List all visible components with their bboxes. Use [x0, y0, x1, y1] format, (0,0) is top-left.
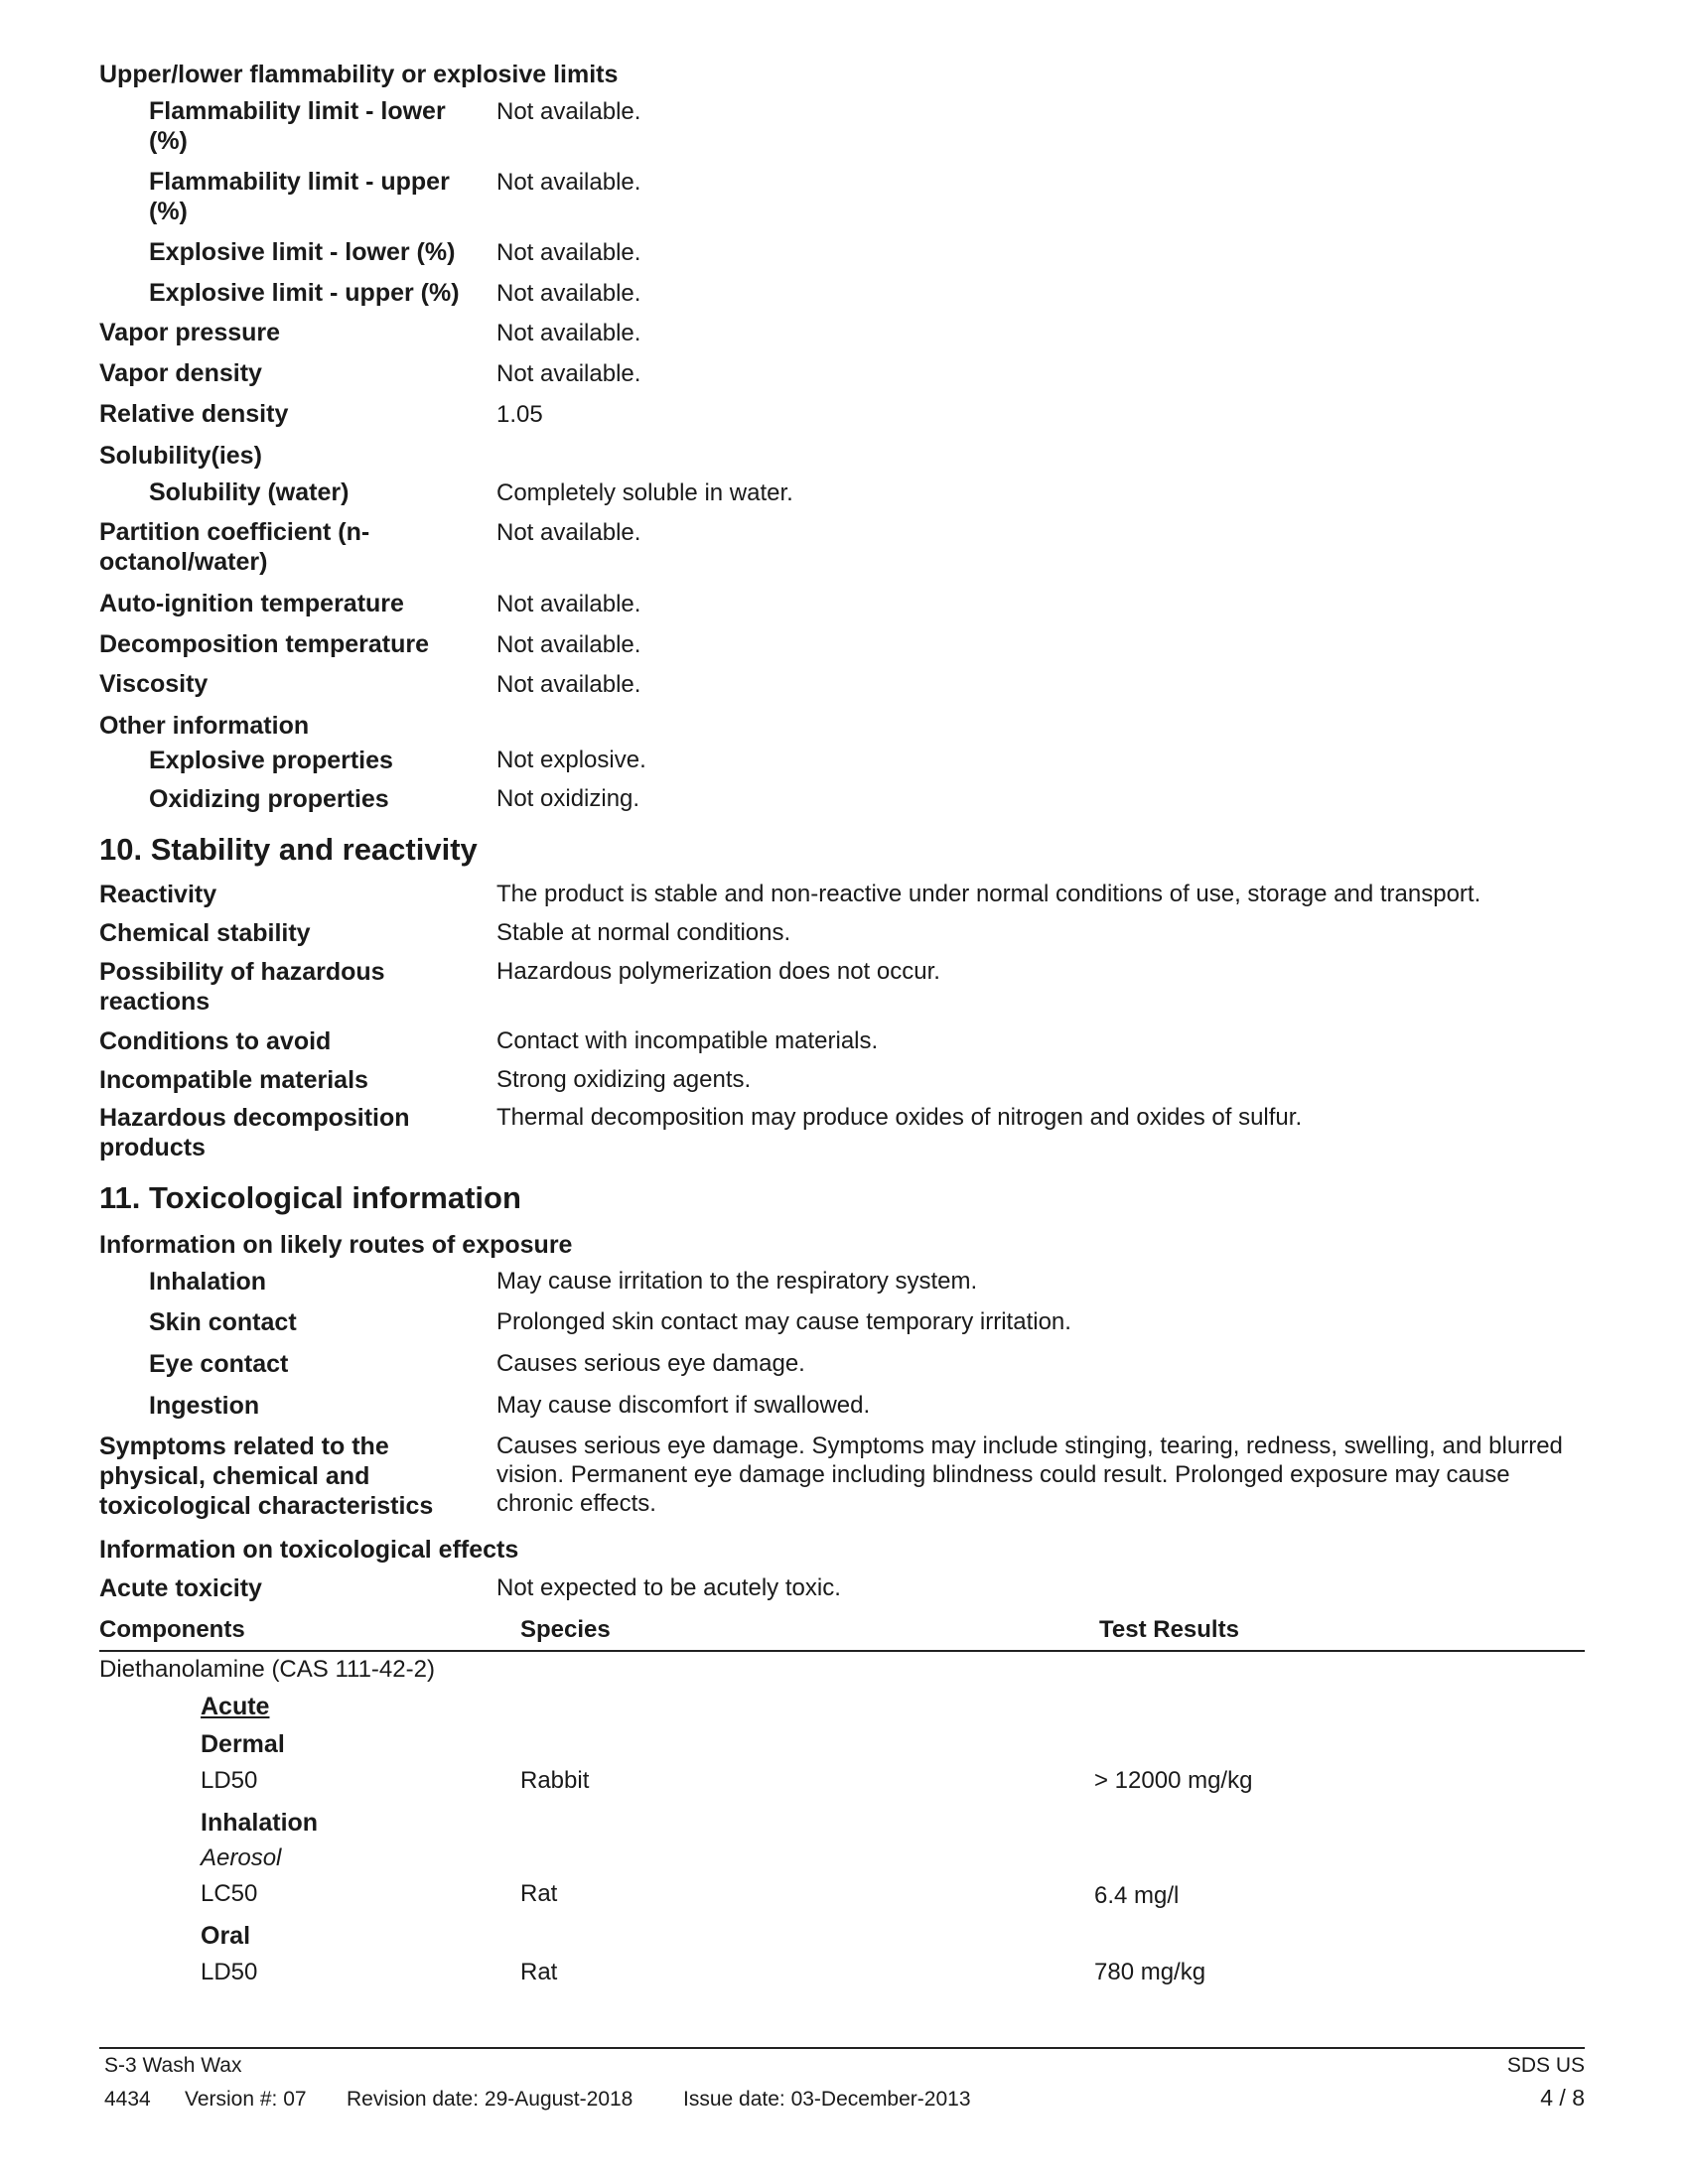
oral-test: LD50 — [201, 1959, 258, 1985]
autoignition-value: Not available. — [496, 591, 641, 617]
inhalation-species: Rat — [520, 1880, 558, 1907]
explosive-upper-label: Explosive limit - upper (%) — [149, 279, 460, 307]
footer-product-name: S-3 Wash Wax — [104, 2054, 242, 2077]
flammability-heading: Upper/lower flammability or explosive limits — [99, 61, 619, 88]
section-10-title: 10. Stability and reactivity — [99, 832, 478, 867]
acute-toxicity-label: Acute toxicity — [99, 1574, 262, 1602]
inhalation-value: May cause irritation to the respiratory system. — [496, 1268, 978, 1295]
table-header-components: Components — [99, 1616, 245, 1643]
other-information-label: Other information — [99, 712, 310, 740]
symptoms-label: Symptoms related to the physical, chemical and toxicological characteristics — [99, 1433, 434, 1520]
oral-subheading: Oral — [201, 1922, 251, 1950]
explosive-properties-value: Not explosive. — [496, 747, 646, 773]
footer-page-number: 4 / 8 — [1540, 2085, 1585, 2111]
footer-revision-date: Revision date: 29-August-2018 — [347, 2088, 633, 2111]
dermal-test: LD50 — [201, 1767, 258, 1794]
dermal-species: Rabbit — [520, 1767, 590, 1794]
vapor-density-value: Not available. — [496, 360, 641, 387]
symptoms-value: Causes serious eye damage. Symptoms may include stinging, tearing, redness, swelling, and blurred vision. Permanent eye damage including blindness could result. Prolonged exposure may cause chronic effects. — [496, 1433, 1563, 1517]
inhalation-subheading: Inhalation — [201, 1809, 319, 1837]
relative-density-value: 1.05 — [496, 401, 543, 428]
footer-version: Version #: 07 — [185, 2088, 307, 2111]
inhalation-label: Inhalation — [149, 1268, 267, 1296]
decomposition-temp-value: Not available. — [496, 631, 641, 658]
vapor-pressure-label: Vapor pressure — [99, 319, 281, 346]
autoignition-label: Auto-ignition temperature — [99, 590, 404, 617]
component-name: Diethanolamine (CAS 111-42-2) — [99, 1656, 435, 1683]
oral-result: 780 mg/kg — [1094, 1959, 1206, 1985]
vapor-density-label: Vapor density — [99, 359, 262, 387]
inhalation-result: 6.4 mg/l — [1094, 1882, 1180, 1909]
acute-toxicity-value: Not expected to be acutely toxic. — [496, 1574, 841, 1601]
chemical-stability-label: Chemical stability — [99, 919, 311, 947]
flammability-upper-value: Not available. — [496, 169, 641, 196]
footer-rule — [99, 2047, 1585, 2049]
flammability-lower-label: Flammability limit - lower (%) — [149, 97, 446, 155]
explosive-lower-value: Not available. — [496, 239, 641, 266]
dermal-subheading: Dermal — [201, 1730, 285, 1758]
oral-species: Rat — [520, 1959, 558, 1985]
table-header-rule — [99, 1650, 1585, 1652]
eye-contact-label: Eye contact — [149, 1350, 289, 1378]
toxicological-effects-heading: Information on toxicological effects — [99, 1536, 519, 1564]
skin-contact-value: Prolonged skin contact may cause temporary irritation. — [496, 1308, 1071, 1335]
explosive-upper-value: Not available. — [496, 280, 641, 307]
routes-of-exposure-heading: Information on likely routes of exposure — [99, 1231, 573, 1259]
inhalation-test: LC50 — [201, 1880, 258, 1907]
incompatible-materials-value: Strong oxidizing agents. — [496, 1066, 752, 1093]
footer-issue-date: Issue date: 03-December-2013 — [683, 2088, 971, 2111]
section-11-title: 11. Toxicological information — [99, 1180, 521, 1215]
decomposition-products-value: Thermal decomposition may produce oxides of nitrogen and oxides of sulfur. — [496, 1104, 1303, 1131]
flammability-upper-label: Flammability limit - upper (%) — [149, 168, 450, 225]
footer-sds-label: SDS US — [1506, 2054, 1585, 2077]
hazardous-reactions-label: Possibility of hazardous reactions — [99, 958, 385, 1016]
viscosity-label: Viscosity — [99, 670, 209, 698]
flammability-lower-value: Not available. — [496, 98, 641, 125]
table-header-test-results: Test Results — [1099, 1616, 1239, 1643]
hazardous-reactions-value: Hazardous polymerization does not occur. — [496, 958, 940, 985]
footer-doc-id: 4434 — [104, 2088, 151, 2111]
solubility-water-label: Solubility (water) — [149, 478, 350, 506]
reactivity-label: Reactivity — [99, 881, 217, 908]
decomposition-products-label: Hazardous decomposition products — [99, 1104, 410, 1161]
solubility-water-value: Completely soluble in water. — [496, 479, 793, 506]
vapor-pressure-value: Not available. — [496, 320, 641, 346]
conditions-to-avoid-value: Contact with incompatible materials. — [496, 1027, 879, 1054]
conditions-to-avoid-label: Conditions to avoid — [99, 1027, 332, 1055]
ingestion-value: May cause discomfort if swallowed. — [496, 1392, 871, 1419]
table-header-species: Species — [520, 1616, 611, 1643]
partition-coefficient-value: Not available. — [496, 519, 641, 546]
aerosol-label: Aerosol — [201, 1844, 282, 1871]
eye-contact-value: Causes serious eye damage. — [496, 1350, 805, 1377]
reactivity-value: The product is stable and non-reactive under normal conditions of use, storage and transport. — [496, 881, 1481, 907]
explosive-properties-label: Explosive properties — [149, 747, 393, 774]
dermal-result: > 12000 mg/kg — [1094, 1767, 1253, 1794]
viscosity-value: Not available. — [496, 671, 641, 698]
incompatible-materials-label: Incompatible materials — [99, 1066, 368, 1094]
oxidizing-properties-label: Oxidizing properties — [149, 785, 389, 813]
solubilities-label: Solubility(ies) — [99, 442, 262, 470]
relative-density-label: Relative density — [99, 400, 289, 428]
decomposition-temp-label: Decomposition temperature — [99, 630, 430, 658]
partition-coefficient-label: Partition coefficient (n-octanol/water) — [99, 518, 370, 576]
acute-subheading: Acute — [201, 1693, 270, 1720]
oxidizing-properties-value: Not oxidizing. — [496, 785, 640, 812]
skin-contact-label: Skin contact — [149, 1308, 297, 1336]
chemical-stability-value: Stable at normal conditions. — [496, 919, 791, 946]
explosive-lower-label: Explosive limit - lower (%) — [149, 238, 456, 266]
ingestion-label: Ingestion — [149, 1392, 260, 1420]
